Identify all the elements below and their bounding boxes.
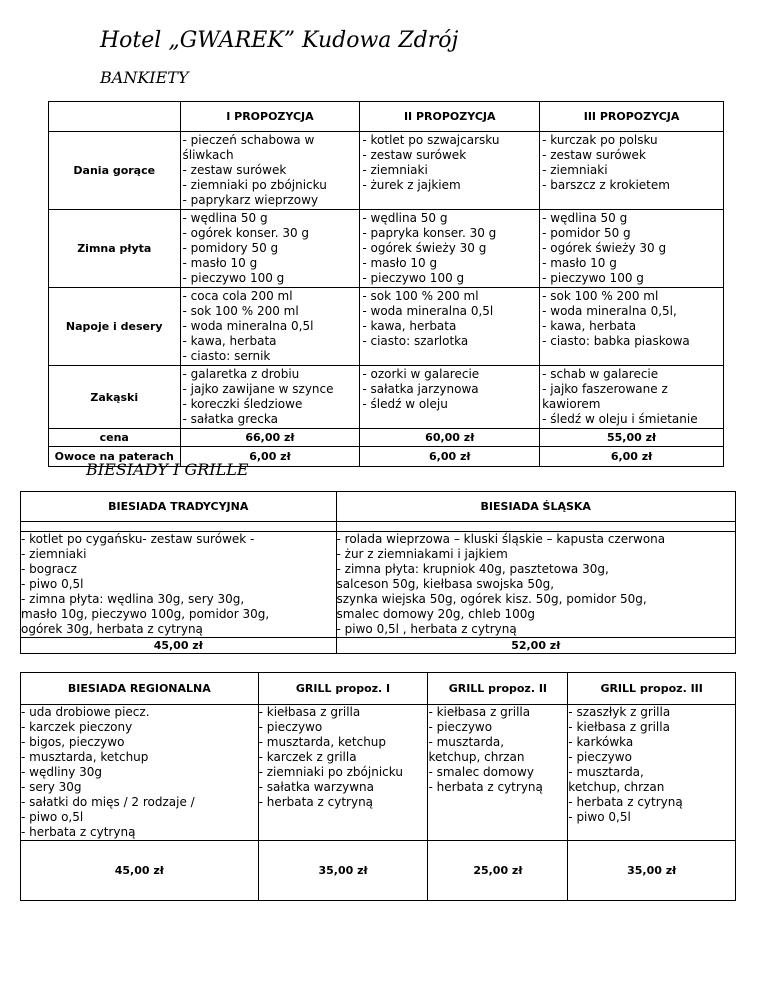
grill-price: 25,00 zł [428,841,568,901]
list-item: - wędlina 50 g [362,211,448,225]
list-item: - sałatki do mięs / 2 rodzaje / [21,795,195,809]
list-item: - pieczywo 100 g [362,271,465,285]
menu-cell [540,210,724,288]
list-item: - ciasto: sernik [182,349,271,363]
spacer-cell [336,522,736,532]
list-item: - barszcz z krokietem [542,178,670,192]
grill-price: 45,00 zł [21,841,259,901]
menu-cell [360,210,540,288]
menu-list [542,367,721,427]
list-item: - zestaw surówek [362,148,467,162]
list-item: - pieczywo [258,720,323,734]
menu-list [362,289,537,349]
menu-list [542,133,721,193]
list-item: ogórek 30g, herbata z cytryną [21,622,203,636]
list-item: - bogracz [21,562,77,576]
grill-list [259,705,428,810]
list-item: - ziemniaki [362,163,428,177]
list-item: - ciasto: babka piaskowa [542,334,690,348]
row-label: Napoje i desery [49,288,181,366]
grill-price-row [21,841,736,901]
list-item: ketchup, chrzan [568,780,665,794]
list-item: - kotlet po szwajcarsku [362,133,500,147]
menu-list [183,211,358,286]
menu-cell [180,288,360,366]
list-item: - galaretka z drobiu [182,367,300,381]
menu-list [362,367,537,412]
list-item: - pomidory 50 g [182,241,279,255]
bankiety-row [49,288,724,366]
list-item: - papryka konser. 30 g [362,226,497,240]
bankiety-row [49,210,724,288]
owoce-2: 6,00 zł [360,447,540,467]
list-item: - pieczywo [568,750,632,764]
row-label: Dania gorące [49,132,181,210]
list-item: - kiełbasa z grilla [568,720,670,734]
owoce-1: 6,00 zł [180,447,360,467]
menu-cell [180,366,360,429]
list-item: - masło 10 g [362,256,438,270]
list-item: - ciasto: szarlotka [362,334,469,348]
menu-list [362,133,537,193]
menu-cell [180,210,360,288]
list-item: - karczek pieczony [21,720,133,734]
list-item: - bigos, pieczywo [21,735,125,749]
slaska-header: BIESIADA ŚLĄSKA [336,492,736,522]
list-item: szynka wiejska 50g, ogórek kisz. 50g, pomidor 50g, [336,592,647,606]
list-item: - schab w galarecie [542,367,659,381]
bankiety-row [49,366,724,429]
list-item: - rolada wieprzowa – kluski śląskie – kapusta czerwona [336,532,666,546]
list-item: - kawa, herbata [542,319,637,333]
grill-items-row [21,705,736,841]
row-label: Zimna płyta [49,210,181,288]
tradycyjna-list [21,532,336,637]
list-item: salceson 50g, kiełbasa swojska 50g, [336,577,555,591]
list-item: - herbata z cytryną [428,780,543,794]
biesiady-table [20,491,736,654]
list-item: - wędliny 30g [21,765,103,779]
spacer-row [21,522,736,532]
cena-3: 55,00 zł [540,429,724,447]
list-item: - kotlet po cygańsku- zestaw surówek - [21,532,255,546]
list-item: - pieczywo 100 g [542,271,644,285]
grill-price: 35,00 zł [258,841,428,901]
menu-list [183,289,358,364]
list-item: - masło 10 g [542,256,617,270]
list-item: - piwo 0,5l [568,810,631,824]
list-item: - piwo 0,5l [21,577,84,591]
grill-col-header: GRILL propoz. I [258,673,428,705]
list-item: - musztarda, ketchup [258,735,387,749]
cena-row [49,429,724,447]
tradycyjna-items [21,532,337,638]
col-header-2: II PROPOZYCJA [360,102,540,132]
list-item: - sałatka jarzynowa [362,382,479,396]
list-item: - kawa, herbata [182,334,277,348]
col-header-1: I PROPOZYCJA [180,102,360,132]
list-item: - jajko faszerowane z [542,382,668,396]
tradycyjna-header: BIESIADA TRADYCYJNA [21,492,337,522]
list-item: - szaszłyk z grilla [568,705,671,719]
list-item: - pieczywo 100 g [182,271,285,285]
list-item: - piwo o,5l [21,810,84,824]
list-item: - ziemniaki [542,163,608,177]
grill-list [428,705,567,795]
list-item: - zimna płyta: wędlina 30g, sery 30g, [21,592,245,606]
list-item: - sok 100 % 200 ml [542,289,659,303]
menu-list [183,367,358,427]
list-item: - pieczeń schabowa w [182,133,315,147]
list-item: - kawa, herbata [362,319,457,333]
slaska-items [336,532,736,638]
list-item: - ogórek świeży 30 g [542,241,667,255]
list-item: - woda mineralna 0,5l [182,319,314,333]
grill-col-header: BIESIADA REGIONALNA [21,673,259,705]
list-item: - musztarda, [568,765,644,779]
menu-cell [180,132,360,210]
list-item: - koreczki śledziowe [182,397,303,411]
list-item: - żurek z jajkiem [362,178,461,192]
list-item: ketchup, chrzan [428,750,525,764]
grill-list [568,705,735,825]
menu-cell [360,366,540,429]
list-item: - masło 10 g [182,256,258,270]
bankiety-heading: BANKIETY [100,68,189,87]
grill-items-cell [258,705,428,841]
biesiady-header-row [21,492,736,522]
cena-2: 60,00 zł [360,429,540,447]
list-item: - ziemniaki po zbójnicku [182,178,327,192]
biesiady-heading: BIESIADY I GRILLE [86,460,249,479]
menu-cell [540,132,724,210]
list-item: - ogórek świeży 30 g [362,241,487,255]
list-item: - kiełbasa z grilla [428,705,531,719]
list-item: - zestaw surówek [542,148,646,162]
page-title: Hotel „GWAREK” Kudowa Zdrój [100,28,459,53]
list-item: - zimna płyta: krupniok 40g, pasztetowa 30g, [336,562,609,576]
menu-cell [540,366,724,429]
list-item: - herbata z cytryną [568,795,683,809]
bankiety-header-row [49,102,724,132]
cena-1: 66,00 zł [180,429,360,447]
owoce-3: 6,00 zł [540,447,724,467]
list-item: - karczek z grilla [258,750,357,764]
bankiety-table [48,101,724,467]
list-item: - piwo 0,5l , herbata z cytryną [336,622,517,636]
list-item: - karkówka [568,735,634,749]
list-item: - herbata z cytryną [21,825,136,839]
grill-header-row [21,673,736,705]
list-item: - ogórek konser. 30 g [182,226,310,240]
grill-price: 35,00 zł [568,841,736,901]
list-item: - uda drobiowe piecz. [21,705,150,719]
owoce-label: Owoce na paterach [49,447,181,467]
biesiady-items-row [21,532,736,638]
list-item: - ziemniaki [21,547,87,561]
spacer-cell [21,522,337,532]
menu-cell [360,132,540,210]
menu-list [362,211,537,286]
list-item: - sałatka grecka [182,412,278,426]
list-item: - coca cola 200 ml [182,289,293,303]
list-item: - żur z ziemniakami i jajkiem [336,547,508,561]
list-item: - woda mineralna 0,5l [362,304,494,318]
grill-items-cell [568,705,736,841]
grill-items-cell [428,705,568,841]
slaska-price: 52,00 zł [336,638,736,654]
grill-col-header: GRILL propoz. II [428,673,568,705]
list-item: - jajko zawijane w szynce [182,382,334,396]
row-label: Zakąski [49,366,181,429]
list-item: - sok 100 % 200 ml [362,289,479,303]
list-item: kawiorem [542,397,601,411]
list-item: - pieczywo [428,720,493,734]
grill-list [21,705,258,840]
list-item: - musztarda, ketchup [21,750,149,764]
list-item: - ziemniaki po zbójnicku [258,765,403,779]
list-item: smalec domowy 20g, chleb 100g [336,607,536,621]
list-item: - śledź w oleju i śmietanie [542,412,698,426]
tradycyjna-price: 45,00 zł [21,638,337,654]
list-item: - ozorki w galarecie [362,367,480,381]
list-item: - wędlina 50 g [182,211,268,225]
list-item: masło 10g, pieczywo 100g, pomidor 30g, [21,607,270,621]
list-item: - sery 30g [21,780,82,794]
list-item: - sok 100 % 200 ml [182,304,299,318]
list-item: - smalec domowy [428,765,534,779]
grill-col-header: GRILL propoz. III [568,673,736,705]
list-item: śliwkach [182,148,234,162]
list-item: - herbata z cytryną [258,795,374,809]
list-item: - woda mineralna 0,5l, [542,304,677,318]
list-item: - śledź w oleju [362,397,448,411]
biesiady-price-row [21,638,736,654]
list-item: - sałatka warzywna [258,780,375,794]
list-item: - paprykarz wieprzowy [182,193,319,207]
grill-items-cell [21,705,259,841]
menu-list [542,289,721,349]
header-empty-cell [49,102,181,132]
grill-table [20,672,736,901]
list-item: - kiełbasa z grilla [258,705,361,719]
cena-label: cena [49,429,181,447]
menu-list [542,211,721,286]
list-item: - kurczak po polsku [542,133,658,147]
list-item: - zestaw surówek [182,163,287,177]
list-item: - musztarda, [428,735,505,749]
menu-list [183,133,358,208]
list-item: - wędlina 50 g [542,211,628,225]
bankiety-row [49,132,724,210]
list-item: - pomidor 50 g [542,226,631,240]
menu-cell [360,288,540,366]
col-header-3: III PROPOZYCJA [540,102,724,132]
menu-cell [540,288,724,366]
slaska-list [337,532,736,637]
